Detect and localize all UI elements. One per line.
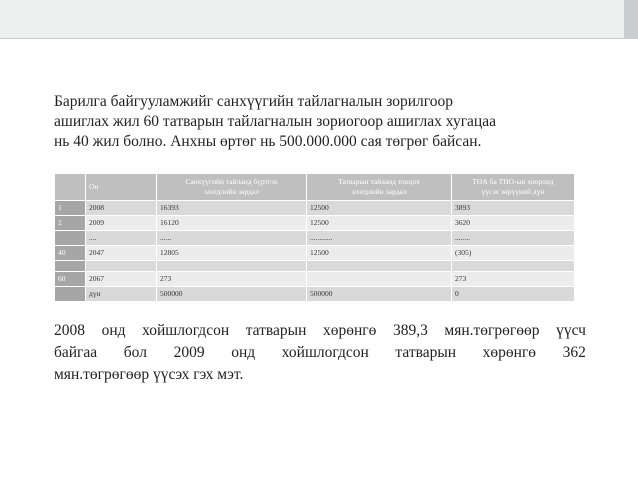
table-row-total xyxy=(55,287,575,302)
cell-difference: 273 xyxy=(452,272,575,287)
header-index xyxy=(55,174,86,201)
header-financial-depreciation: Санхүүгийн тайланд бүртгэх элэгдлийн зардал xyxy=(157,174,307,201)
table-row xyxy=(55,246,575,261)
cell-tax xyxy=(307,261,452,272)
cell-year: дүн xyxy=(86,287,157,302)
conclusion-line: 2008 онд хойшлогдсон татварын хөрөнгө 389,3 мян.төгрөгөөр үүсч xyxy=(54,322,586,339)
conclusion-paragraph xyxy=(54,320,586,386)
header-year: Он xyxy=(86,174,157,201)
cell-financial: 12805 xyxy=(157,246,307,261)
cell-difference: 3620 xyxy=(452,216,575,231)
cell-financial xyxy=(157,261,307,272)
table-header-row xyxy=(55,174,575,201)
cell-tax: ............ xyxy=(307,231,452,246)
cell-financial: ...... xyxy=(157,231,307,246)
header-tax-depreciation: Татварын тайланд тооцох элэгдлийн зардал xyxy=(307,174,452,201)
table-row xyxy=(55,231,575,246)
conclusion-line: мян.төгрөгөөр үүсэх гэх мэт. xyxy=(54,366,244,383)
cell-year: .... xyxy=(86,231,157,246)
conclusion-line: байгаа бол 2009 онд хойшлогдсон татварын хөрөнгө 362 xyxy=(54,344,586,361)
cell-tax: 500000 xyxy=(307,287,452,302)
table-row xyxy=(55,201,575,216)
row-index xyxy=(55,287,86,302)
cell-financial: 273 xyxy=(157,272,307,287)
row-index: 60 xyxy=(55,272,86,287)
row-index xyxy=(55,231,86,246)
row-index xyxy=(55,261,86,272)
cell-tax xyxy=(307,272,452,287)
row-index: 40 xyxy=(55,246,86,261)
cell-tax: 12500 xyxy=(307,216,452,231)
intro-line: Барилга байгууламжийг санхүүгийн тайлагналын зорилгоор xyxy=(54,93,453,110)
cell-difference xyxy=(452,261,575,272)
cell-tax: 12500 xyxy=(307,201,452,216)
table-row xyxy=(55,216,575,231)
depreciation-table xyxy=(54,173,575,302)
intro-line: ашиглах жил 60 татварын тайлагналын зориогоор ашиглах хугацаа xyxy=(54,113,496,130)
cell-difference: (305) xyxy=(452,246,575,261)
cell-difference: 0 xyxy=(452,287,575,302)
cell-tax: 12500 xyxy=(307,246,452,261)
intro-line: нь 40 жил болно. Анхны өртөг нь 500.000.000 сая төгрөг байсан. xyxy=(54,133,482,150)
row-index: 2 xyxy=(55,216,86,231)
row-index: 1 xyxy=(55,201,86,216)
cell-year: 2047 xyxy=(86,246,157,261)
slide-top-band-edge xyxy=(624,0,638,38)
cell-year: 2067 xyxy=(86,272,157,287)
table-row xyxy=(55,272,575,287)
cell-year: 2009 xyxy=(86,216,157,231)
table-row xyxy=(55,261,575,272)
cell-financial: 16120 xyxy=(157,216,307,231)
intro-paragraph xyxy=(54,92,594,152)
cell-difference: ........ xyxy=(452,231,575,246)
header-difference: ТӨА ба ТНО-ын хооронд үүсэх зөрүүний дүн xyxy=(452,174,575,201)
cell-financial: 500000 xyxy=(157,287,307,302)
cell-year xyxy=(86,261,157,272)
cell-year: 2008 xyxy=(86,201,157,216)
slide-top-band xyxy=(0,0,638,39)
cell-financial: 16393 xyxy=(157,201,307,216)
cell-difference: 3893 xyxy=(452,201,575,216)
